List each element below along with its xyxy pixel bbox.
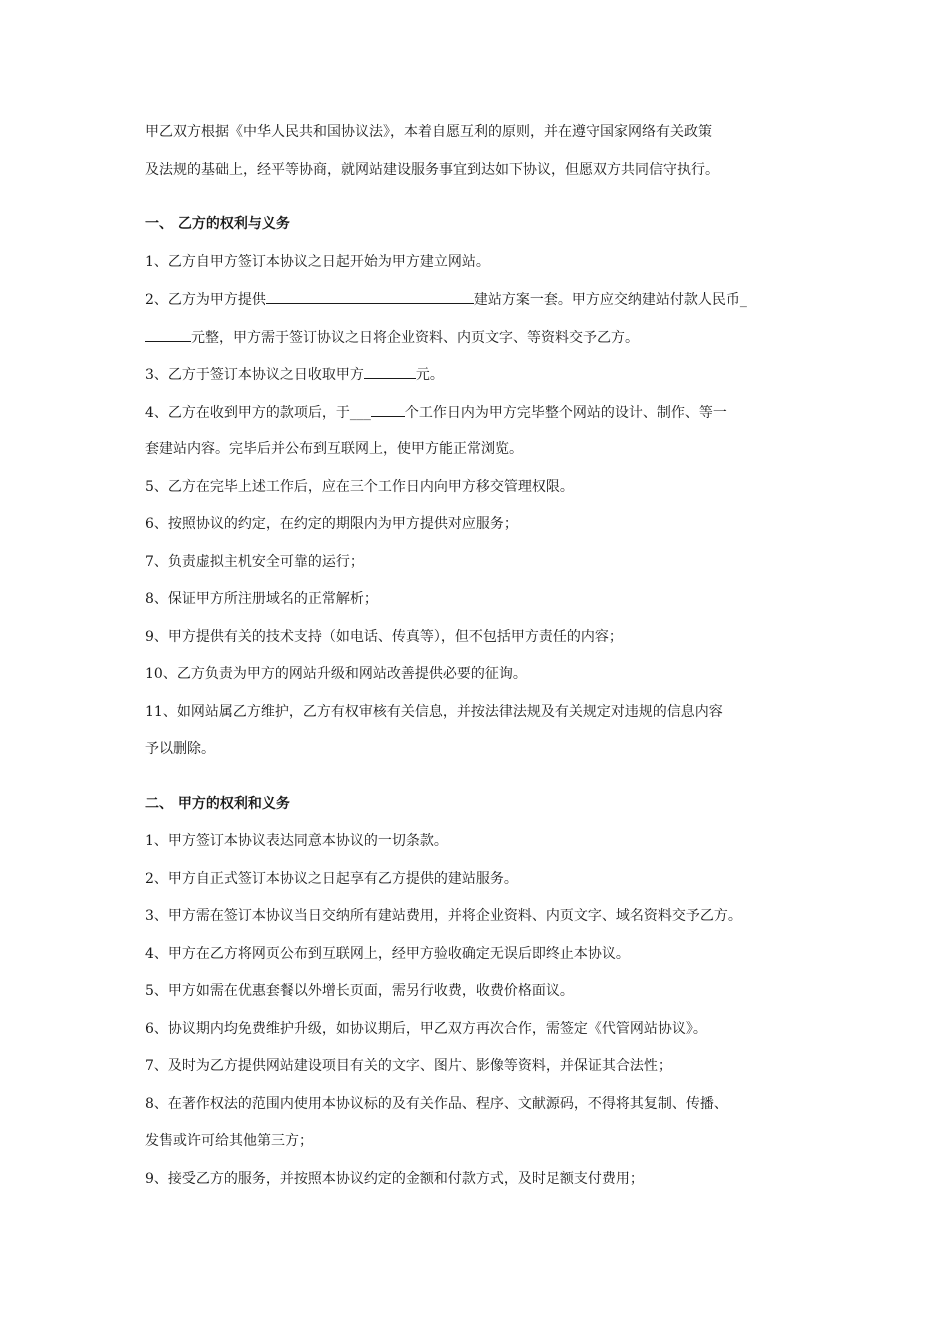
section-1-item-1: 1、乙方自甲方签订本协议之日起开始为甲方建立网站。	[145, 253, 490, 270]
section-1-item-11: 11、如网站属乙方维护，乙方有权审核有关信息，并按法律法规及有关规定对违规的信息内容	[145, 703, 723, 720]
section-2-item-5: 5、甲方如需在优惠套餐以外增长页面，需另行收费，收费价格面议。	[145, 983, 574, 999]
item-text: 元。	[415, 367, 444, 383]
section-1-item-5: 5、乙方在完毕上述工作后，应在三个工作日内向甲方移交管理权限。	[145, 478, 574, 495]
section-1-item-8: 8、保证甲方所注册域名的正常解析；	[145, 591, 378, 607]
section-1-item-4-cont: 套建站内容。完毕后并公布到互联网上，使甲方能正常浏览。	[145, 441, 523, 457]
section-1-item-11-cont: 予以删除。	[145, 741, 215, 757]
section-1-item-9: 9、甲方提供有关的技术支持（如电话、传真等），但不包括甲方责任的内容；	[145, 628, 623, 645]
section-2-item-1: 1、甲方签订本协议表达同意本协议的一切条款。	[145, 833, 448, 849]
section-2-item-8-cont: 发售或许可给其他第三方；	[145, 1133, 313, 1149]
blank-line	[145, 325, 191, 342]
item-text: 个工作日内为甲方完毕整个网站的设计、制作、等一	[404, 404, 727, 421]
blank-line	[371, 400, 405, 417]
section-1-item-10: 10、乙方负责为甲方的网站升级和网站改善提供必要的征询。	[145, 666, 527, 682]
section-1-item-2	[145, 287, 825, 325]
section-spacer	[145, 775, 825, 792]
item-text: 3、乙方于签订本协议之日收取甲方	[145, 367, 364, 383]
section-2-item-4: 4、甲方在乙方将网页公布到互联网上，经甲方验收确定无误后即终止本协议。	[145, 945, 630, 962]
document-page	[145, 120, 825, 1204]
item-text: 建站方案一套。甲方应交纳建站付款人民币_	[473, 292, 747, 308]
section-2-item-8: 8、在著作权法的范围内使用本协议标的及有关作品、程序、文献源码，不得将其复制、传播、	[145, 1095, 728, 1112]
section-1-item-3	[145, 362, 825, 400]
section-1-item-7: 7、负责虚拟主机安全可靠的运行；	[145, 553, 364, 570]
blank-line	[364, 362, 416, 379]
section-2-item-9: 9、接受乙方的服务，并按照本协议约定的金额和付款方式，及时足额支付费用；	[145, 1170, 644, 1187]
section-2-item-3: 3、甲方需在签订本协议当日交纳所有建站费用，并将企业资料、内页文字、域名资料交予乙方。	[145, 908, 742, 924]
section-2-item-6: 6、协议期内均免费维护升级，如协议期后，甲乙双方再次合作，需签定《代管网站协议》。	[145, 1020, 707, 1037]
section-spacer	[145, 195, 825, 212]
item-text: 元整，甲方需于签订协议之日将企业资料、内页文字、等资料交予乙方。	[191, 329, 639, 346]
item-text: 2、乙方为甲方提供	[145, 292, 266, 308]
section-1-item-2-cont	[145, 325, 825, 363]
section-2-title: 二、 甲方的权利和义务	[145, 795, 290, 812]
section-1-item-4	[145, 400, 825, 438]
section-1-title: 一、 乙方的权利与义务	[145, 216, 290, 232]
item-text: 4、乙方在收到甲方的款项后，于___	[145, 404, 371, 421]
intro-line-2: 及法规的基础上，经平等协商，就网站建设服务事宜到达如下协议，但愿双方共同信守执行。	[145, 161, 719, 178]
section-2-item-7: 7、及时为乙方提供网站建设项目有关的文字、图片、影像等资料，并保证其合法性；	[145, 1058, 672, 1074]
section-1-item-6: 6、按照协议的约定，在约定的期限内为甲方提供对应服务；	[145, 516, 518, 532]
section-2-item-2: 2、甲方自正式签订本协议之日起享有乙方提供的建站服务。	[145, 870, 518, 887]
intro-line-1: 甲乙双方根据《中华人民共和国协议法》，本着自愿互利的原则，并在遵守国家网络有关政策	[145, 124, 712, 140]
blank-line	[266, 287, 474, 304]
